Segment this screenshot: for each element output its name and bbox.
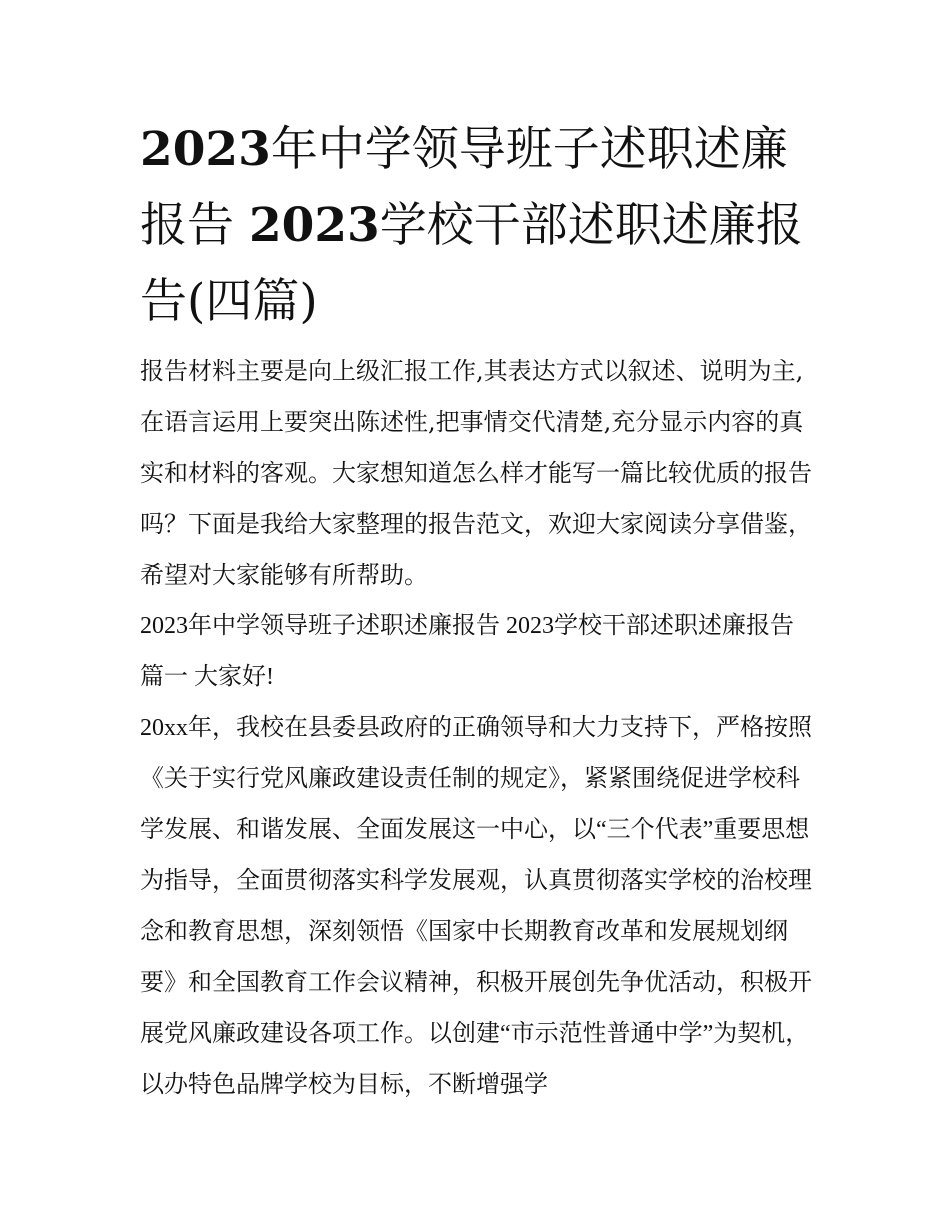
document-content — [140, 112, 812, 1111]
section-heading: 2023年中学领导班子述职述廉报告 2023学校干部述职述廉报告篇一 大家好! — [140, 613, 794, 690]
intro-paragraph: 报告材料主要是向上级汇报工作,其表达方式以叙述、说明为主,在语言运用上要突出陈述性,把事情交代清楚,充分显示内容的真实和材料的客观。大家想知道怎么样才能写一篇比较优质的报告吗？下面是我给大家整理的报告范文，欢迎大家阅读分享借鉴，希望对大家能够有所帮助。 — [140, 357, 812, 589]
body-paragraph: 20xx年，我校在县委县政府的正确领导和大力支持下，严格按照《关于实行党风廉政建设责任制的规定》，紧紧围绕促进学校科学发展、和谐发展、全面发展这一中心，以“三个代表”重要思想为指导，全面贯彻落实科学发展观，认真贯彻落实学校的治校理念和教育思想，深刻领悟《国家中长期教育改革和发展规划纲要》和全国教育工作会议精神，积极开展创先争优活动，积极开展党风廉政建设各项工作。以创建“市示范性普通中学”为契机，以办特色品牌学校为目标，不断增强学 — [140, 715, 812, 1098]
document-title: 2023年中学领导班子述职述廉报告 2023学校干部述职述廉报告(四篇) — [140, 122, 803, 329]
